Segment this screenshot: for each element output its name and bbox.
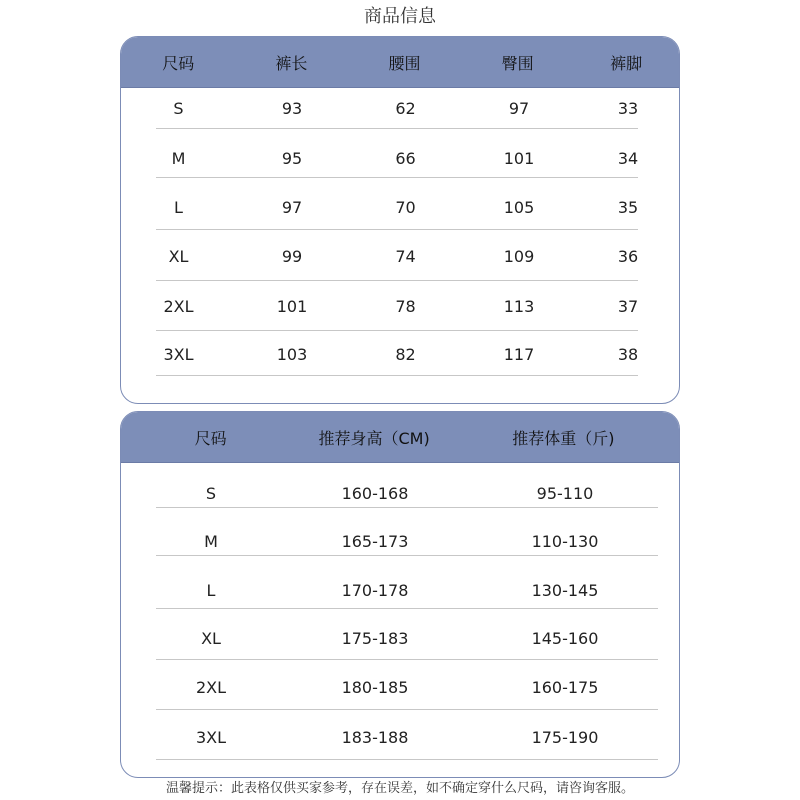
hem-cell: 36 [617, 246, 639, 266]
row-divider [156, 709, 658, 710]
length-cell: 101 [276, 296, 308, 316]
row-divider [156, 330, 638, 331]
hip-cell: 105 [503, 197, 535, 217]
recommend-table-header [121, 412, 679, 463]
header-hem: 裤脚 [610, 53, 643, 73]
header-waist: 腰围 [388, 53, 421, 73]
waist-cell: 78 [395, 296, 416, 316]
footer-note: 温馨提示：此表格仅供买家参考，存在误差，如不确定穿什么尺码，请咨询客服。 [165, 781, 634, 796]
size-cell: 2XL [163, 296, 194, 316]
weight-cell: 130-145 [531, 580, 599, 600]
waist-cell: 82 [395, 344, 416, 364]
waist-cell: 62 [395, 98, 416, 118]
row-divider [156, 507, 658, 508]
row-divider [156, 659, 658, 660]
table-row [121, 575, 680, 605]
table-row [121, 339, 680, 369]
weight-cell: 145-160 [531, 628, 599, 648]
weight-cell: 110-130 [531, 531, 599, 551]
hip-cell: 97 [508, 98, 530, 118]
size-cell: XL [168, 246, 189, 266]
table-row [121, 722, 680, 752]
size-cell: 3XL [195, 727, 227, 747]
header-pants-length: 裤长 [275, 53, 308, 73]
table-row [121, 623, 680, 653]
row-divider [156, 759, 658, 760]
hip-cell: 101 [503, 148, 535, 168]
size-cell: S [205, 483, 217, 503]
page-title: 商品信息 [364, 6, 436, 27]
table-row [121, 478, 680, 508]
table-row [121, 526, 680, 556]
recommend-table [120, 411, 680, 778]
table-row [121, 672, 680, 702]
size-cell: L [174, 197, 183, 217]
row-divider [156, 128, 638, 129]
header-weight: 推荐体重（斤) [512, 428, 615, 448]
weight-cell: 175-190 [531, 727, 599, 747]
table-row [121, 93, 680, 123]
hem-cell: 35 [617, 197, 639, 217]
length-cell: 103 [276, 344, 308, 364]
hem-cell: 38 [617, 344, 639, 364]
size-table-header [121, 37, 679, 88]
length-cell: 99 [281, 246, 303, 266]
waist-cell: 70 [395, 197, 416, 217]
header-height: 推荐身高（CM) [318, 428, 430, 448]
hip-cell: 109 [503, 246, 535, 266]
height-cell: 160-168 [341, 483, 409, 503]
size-table [120, 36, 680, 404]
table-row [121, 241, 680, 271]
size-cell: XL [201, 628, 221, 648]
height-cell: 183-188 [341, 727, 409, 747]
size-cell: S [173, 98, 184, 118]
height-cell: 175-183 [341, 628, 409, 648]
row-divider [156, 608, 658, 609]
hem-cell: 37 [617, 296, 639, 316]
size-cell: 2XL [195, 677, 227, 697]
height-cell: 180-185 [341, 677, 409, 697]
hip-cell: 113 [503, 296, 535, 316]
size-cell: 3XL [163, 344, 194, 364]
table-row [121, 192, 680, 222]
weight-cell: 95-110 [536, 483, 594, 503]
row-divider [156, 375, 638, 376]
row-divider [156, 177, 638, 178]
length-cell: 93 [281, 98, 303, 118]
header-hip: 臀围 [501, 53, 534, 73]
waist-cell: 66 [395, 148, 416, 168]
row-divider [156, 280, 638, 281]
header-size: 尺码 [162, 53, 195, 73]
height-cell: 165-173 [341, 531, 409, 551]
size-cell: M [204, 531, 218, 551]
waist-cell: 74 [395, 246, 416, 266]
length-cell: 97 [281, 197, 303, 217]
hem-cell: 34 [617, 148, 639, 168]
row-divider [156, 229, 638, 230]
table-row [121, 143, 680, 173]
header-size: 尺码 [194, 428, 227, 448]
height-cell: 170-178 [341, 580, 409, 600]
row-divider [156, 555, 658, 556]
hem-cell: 33 [617, 98, 639, 118]
table-row [121, 291, 680, 321]
size-cell: M [171, 148, 186, 168]
length-cell: 95 [281, 148, 303, 168]
size-cell: L [206, 580, 216, 600]
hip-cell: 117 [503, 344, 535, 364]
weight-cell: 160-175 [531, 677, 599, 697]
